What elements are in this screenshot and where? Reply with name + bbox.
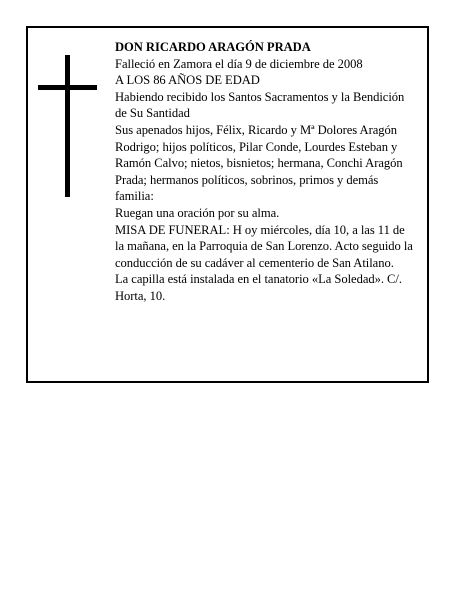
- chapel-location: La capilla está instalada en el tanatorio «La Soledad». C/. Horta, 10.: [115, 272, 402, 303]
- deceased-name: DON RICARDO ARAGÓN PRADA: [115, 40, 311, 54]
- sacraments-text: Habiendo recibido los Santos Sacramentos y la Bendición de Su Santidad: [115, 89, 405, 121]
- prayer-request: Ruegan una oración por su alma.: [115, 205, 280, 220]
- death-date-line: Falleció en Zamora el día 9 de diciembre de 2008: [115, 56, 363, 71]
- age-line: A LOS 86 AÑOS DE EDAD: [115, 73, 260, 88]
- obituary-text: [115, 39, 415, 305]
- cross-vertical-bar: [65, 55, 70, 197]
- funeral-mass-info: MISA DE FUNERAL: H oy miércoles, día 10, a las 11 de la mañana, en la Parroquia de San Lorenzo. Acto seguido la conducción de su cadáver al cementerio de San Atilano.: [115, 222, 413, 270]
- cross-horizontal-bar: [38, 85, 97, 90]
- family-text: Sus apenados hijos, Félix, Ricardo y Mª Dolores Aragón Rodrigo; hijos políticos, Pilar Conde, Lourdes Esteban y Ramón Calvo; nietos, bisnietos; hermana, Conchi Aragón Prada; hermanos políticos, sobrinos, primos y demás familia:: [115, 122, 403, 204]
